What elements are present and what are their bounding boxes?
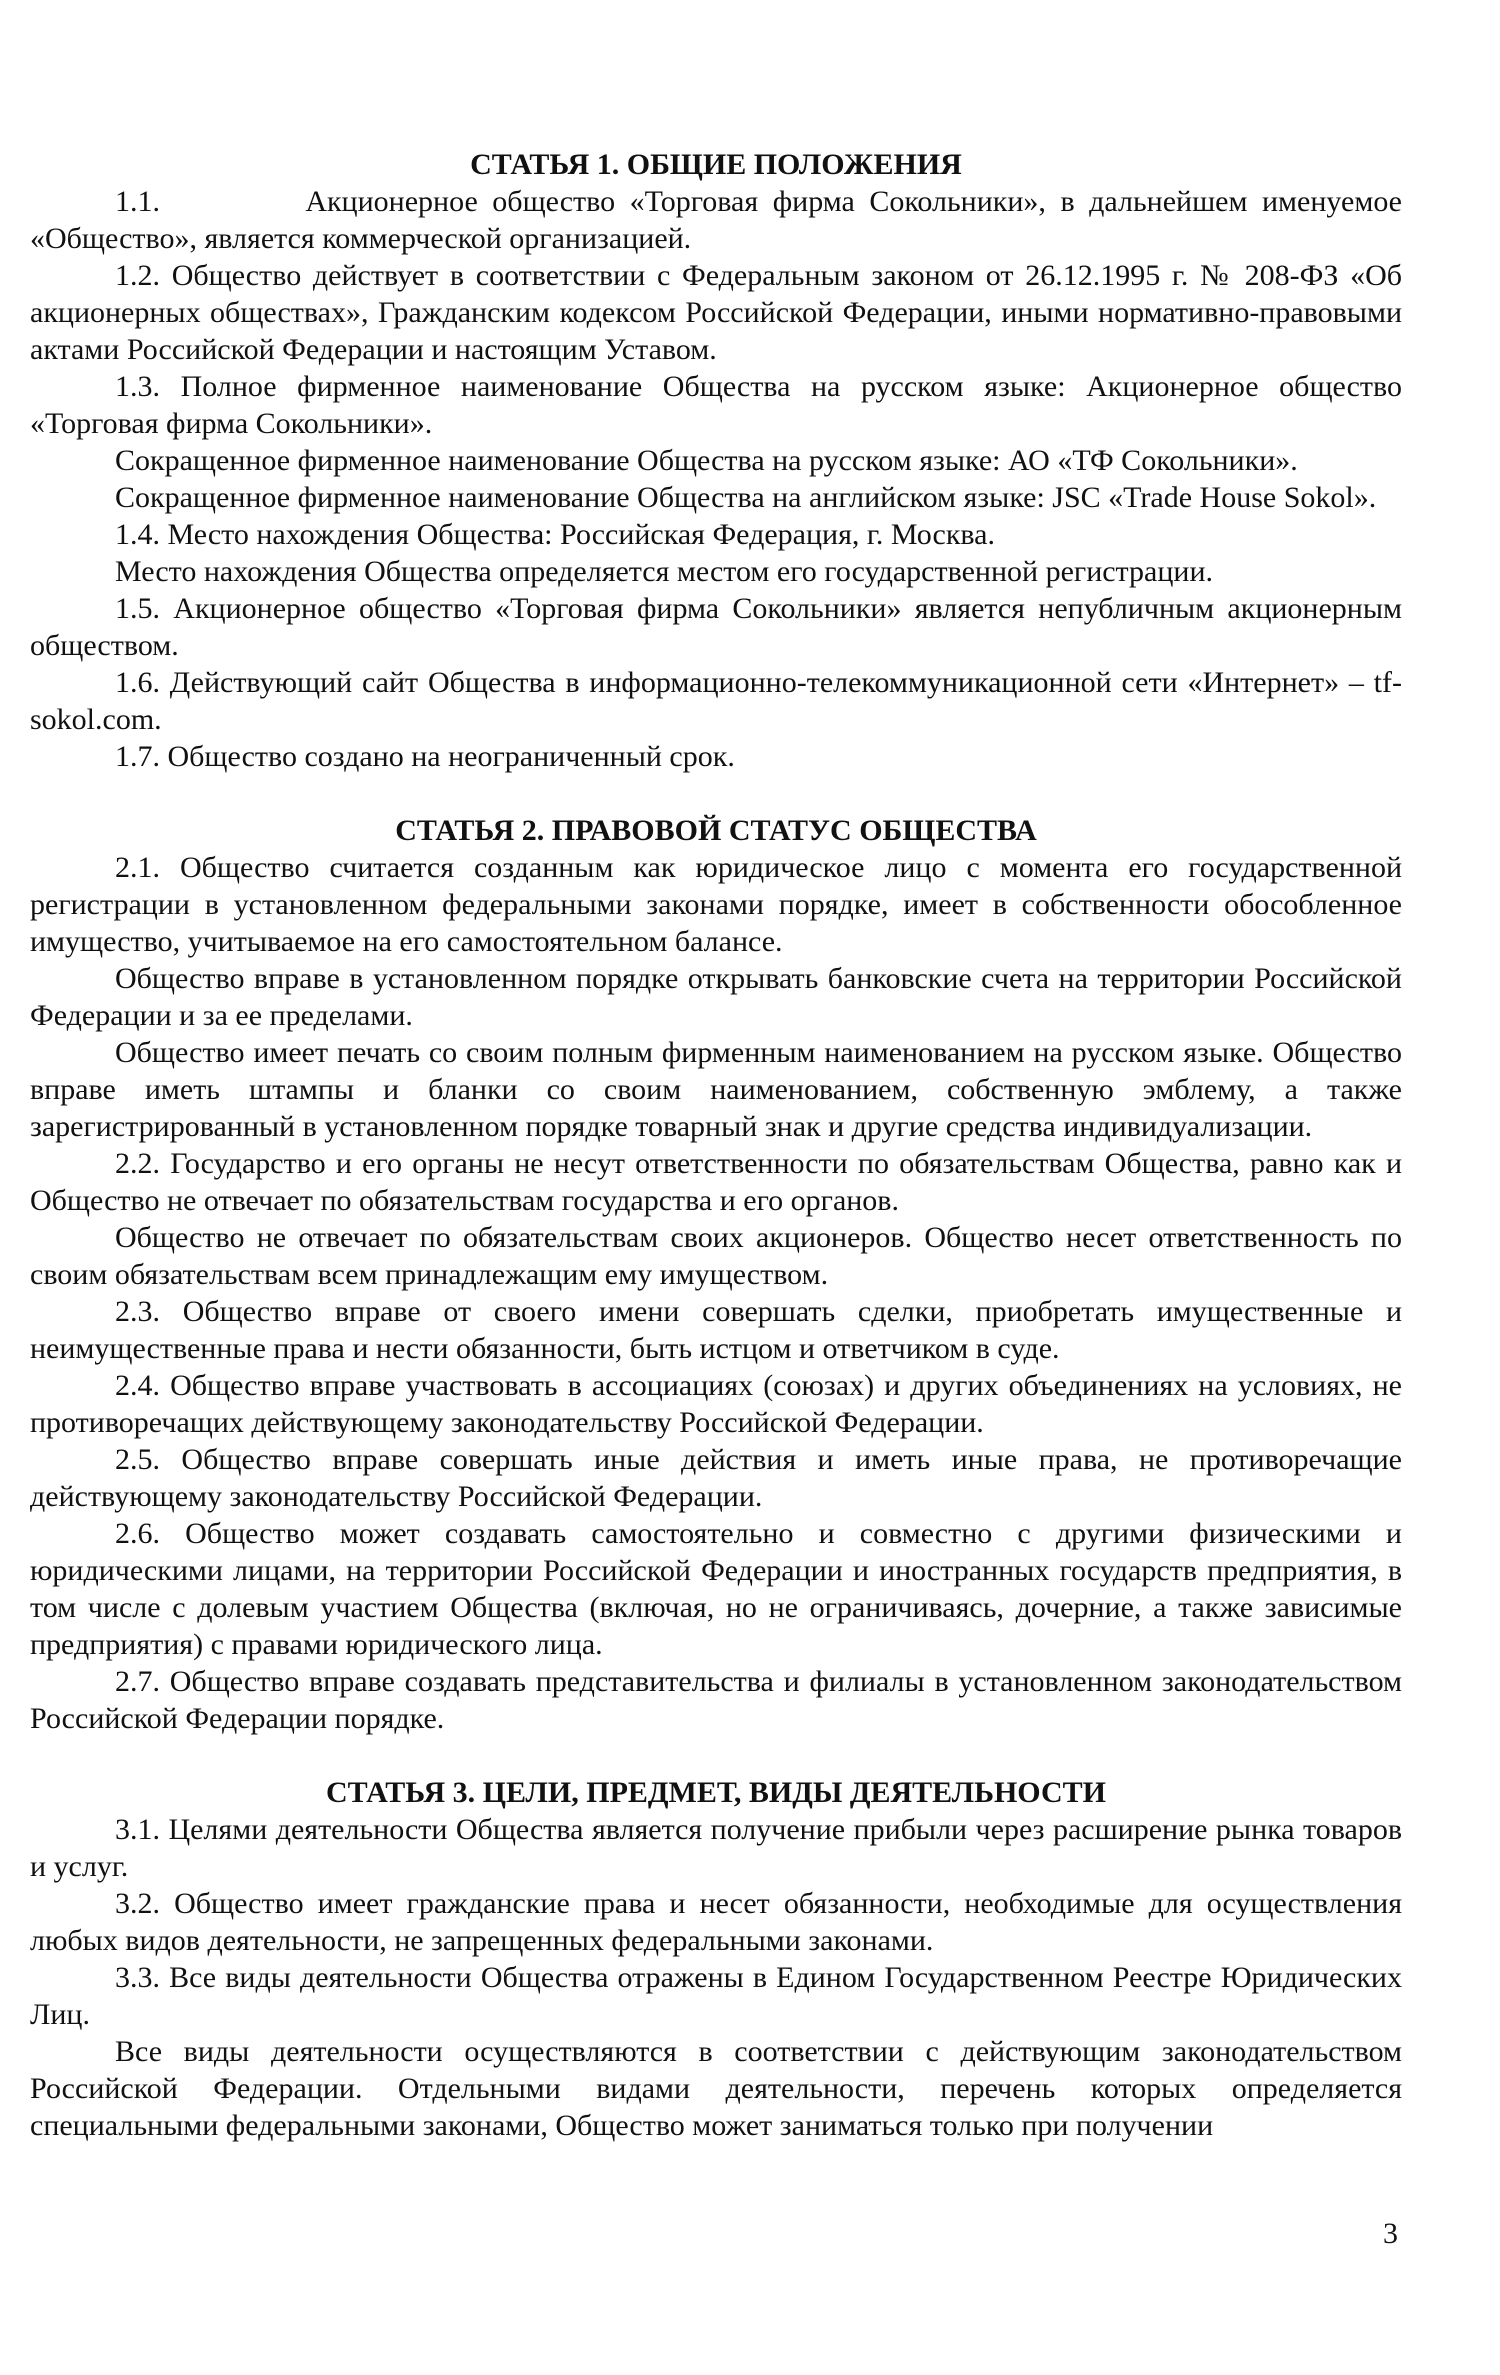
paragraph-2-4: 2.4. Общество вправе участвовать в ассоциациях (союзах) и других объединениях на условиях, не противоречащих действующему законодательству Российской Федерации. (30, 1369, 1402, 1439)
paragraph-2-7: 2.7. Общество вправе создавать представительства и филиалы в установленном законодательством Российской Федерации порядке. (30, 1665, 1402, 1735)
article-1 (30, 146, 1410, 775)
paragraph-location: Место нахождения Общества определяется местом его государственной регистрации. (115, 555, 1214, 588)
paragraph-1-5: 1.5. Акционерное общество «Торговая фирма Сокольники» является непубличным акционерным обществом. (30, 592, 1402, 662)
paragraph-2-6: 2.6. Общество может создавать самостоятельно и совместно с другими физическими и юридическими лицами, на территории Российской Федерации и иностранных государств предприятия, в том числе с долевым участием Общества (включая, но не ограничиваясь, дочерние, а также зависимые предприятия) с правами юридического лица. (30, 1517, 1402, 1661)
paragraph-1-1: 1.1. Акционерное общество «Торговая фирма Сокольники», в дальнейшем именуемое «Общество», является коммерческой организацией. (30, 185, 1410, 255)
paragraph-bank-accounts: Общество вправе в установленном порядке открывать банковские счета на территории Российской Федерации и за ее пределами. (30, 962, 1402, 1032)
article-heading: СТАТЬЯ 3. ЦЕЛИ, ПРЕДМЕТ, ВИДЫ ДЕЯТЕЛЬНОСТИ (325, 1776, 1106, 1809)
article-3 (30, 1774, 1402, 2144)
paragraph-short-name-ru: Сокращенное фирменное наименование Общества на русском языке: АО «ТФ Сокольники». (115, 444, 1298, 477)
paragraph-3-2: 3.2. Общество имеет гражданские права и несет обязанности, необходимые для осуществления любых видов деятельности, не запрещенных федеральными законами. (30, 1887, 1402, 1957)
article-heading: СТАТЬЯ 1. ОБЩИЕ ПОЛОЖЕНИЯ (470, 148, 962, 181)
paragraph-2-1: 2.1. Общество считается созданным как юридическое лицо с момента его государственной регистрации в установленном федеральными законами порядке, имеет в собственности обособленное имущество, учитываемое на его самостоятельном балансе. (30, 851, 1402, 958)
paragraph-2-5: 2.5. Общество вправе совершать иные действия и иметь иные права, не противоречащие действующему законодательству Российской Федерации. (30, 1443, 1402, 1513)
article-2 (30, 812, 1402, 1737)
paragraph-seal: Общество имеет печать со своим полным фирменным наименованием на русском языке. Общество вправе иметь штампы и бланки со своим наименованием, собственную эмблему, а также зарегистрированный в установленном порядке товарный знак и другие средства индивидуализации. (30, 1036, 1402, 1143)
article-heading: СТАТЬЯ 2. ПРАВОВОЙ СТАТУС ОБЩЕСТВА (395, 814, 1037, 847)
paragraph-1-4: 1.4. Место нахождения Общества: Российская Федерация, г. Москва. (115, 518, 995, 551)
paragraph-1-7: 1.7. Общество создано на неограниченный срок. (115, 740, 735, 773)
paragraph-3-3: 3.3. Все виды деятельности Общества отражены в Едином Государственном Реестре Юридических Лиц. (30, 1961, 1402, 2031)
paragraph-liability: Общество не отвечает по обязательствам своих акционеров. Общество несет ответственность по своим обязательствам всем принадлежащим ему имуществом. (30, 1221, 1402, 1291)
paragraph-1-2: 1.2. Общество действует в соответствии с Федеральным законом от 26.12.1995 г. № 208-ФЗ «Об акционерных обществах», Гражданским кодексом Российской Федерации, иными нормативно-правовыми актами Российской Федерации и настоящим Уставом. (30, 259, 1402, 366)
paragraph-activities: Все виды деятельности осуществляются в соответствии с действующим законодательством Российской Федерации. Отдельными видами деятельности, перечень которых определяется специальными федеральными законами, Общество может заниматься только при получении (30, 2035, 1402, 2142)
paragraph-1-3: 1.3. Полное фирменное наименование Общества на русском языке: Акционерное общество «Торговая фирма Сокольники». (30, 370, 1402, 440)
paragraph-2-2: 2.2. Государство и его органы не несут ответственности по обязательствам Общества, равно как и Общество не отвечает по обязательствам государства и его органов. (30, 1147, 1402, 1217)
paragraph-short-name-en: Сокращенное фирменное наименование Общества на английском языке: JSC «Trade House Sokol». (115, 481, 1377, 514)
paragraph-2-3: 2.3. Общество вправе от своего имени совершать сделки, приобретать имущественные и неимущественные права и нести обязанности, быть истцом и ответчиком в суде. (30, 1295, 1402, 1365)
section-spacer (30, 775, 1402, 812)
paragraph-3-1: 3.1. Целями деятельности Общества является получение прибыли через расширение рынка товаров и услуг. (30, 1813, 1402, 1883)
document-body (30, 146, 1410, 2144)
section-spacer (30, 1737, 1402, 1774)
paragraph-1-6: 1.6. Действующий сайт Общества в информационно-телекоммуникационной сети «Интернет» – tf-sokol.com. (30, 666, 1402, 736)
page-number: 3 (1383, 2217, 1398, 2250)
